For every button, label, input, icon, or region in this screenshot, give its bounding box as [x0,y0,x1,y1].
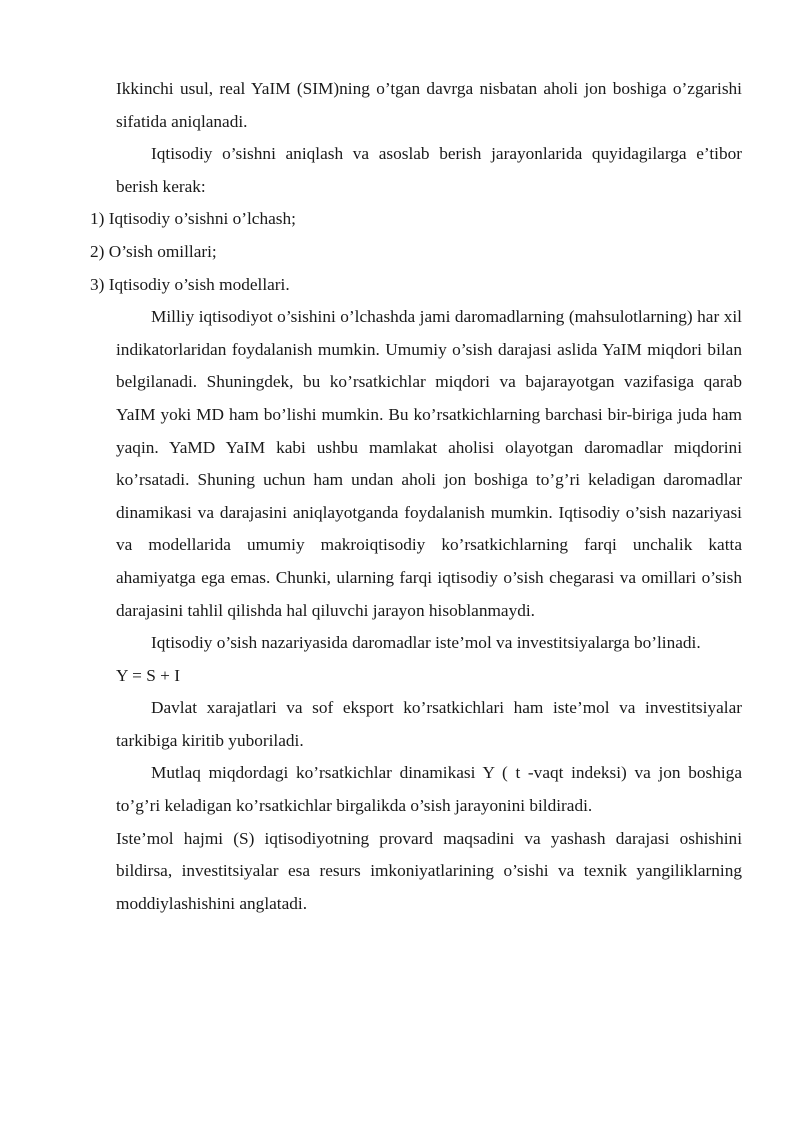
paragraph-income-split: Iqtisodiy o’sish nazariyasida daromadlar iste’mol va investitsiyalarga bo’linadi. [151,633,701,653]
paragraph-growth-attention: Iqtisodiy o’sishni aniqlash va asoslab berish jarayonlarida quyidagilarga e’tibor berish kerak: [116,144,742,196]
paragraph-consumption-volume: Iste’mol hajmi (S) iqtisodiyotning provard maqsadini va yashash darajasi oshishini bildirsa, investitsiyalar esa resurs imkoniyatlarining o’sishi va texnik yangiliklarning moddiylashishini anglatadi. [116,828,742,913]
paragraph-real-gdp-method: Ikkinchi usul, real YaIM (SIM)ning o’tgan davrga nisbatan aholi jon boshiga o’zgarishi sifatida aniqlanadi. [116,79,742,131]
formula-income: Y = S + I [116,665,180,685]
paragraph-national-economy-growth: Milliy iqtisodiyot o’sishini o’lchashda jami daromadlarning (mahsulotlarning) har xil indikatorlaridan foydalanish mumkin. Umumiy o’sish darajasi aslida YaIM miqdori bilan belgilanadi. Shuningdek, bu ko’rsatkichlar miqdori va bajarayotgan vazifasiga qarab YaIM yoki MD ham bo’lishi mumkin. Bu ko’rsatkichlarning barchasi bir-biriga juda ham yaqin. YaMD YaIM kabi ushbu mamlakat aholisi olayotgan daromadlar miqdorini ko’rsatadi. Shuning uchun ham undan aholi jon boshiga to’g’ri keladigan daromadlar dinamikasi va darajasini aniqlayotganda foydalanish mumkin. Iqtisodiy o’sish nazariyasi va modellarida umumiy makroiqtisodiy ko’rsatkichlarning farqi unchalik katta ahamiyatga ega emas. Chunki, ularning farqi iqtisodiy o’sish chegarasi va omillari o’sish darajasini tahlil qilishda hal qiluvchi jarayon hisoblanmaydi. [116,307,742,620]
paragraph-absolute-dynamics: Mutlaq miqdordagi ko’rsatkichlar dinamikasi Y ( t -vaqt indeksi) va jon boshiga to’g’ri keladigan ko’rsatkichlar birgalikda o’sish jarayonini bildiradi. [116,763,742,816]
list-item-growth-models: 3) Iqtisodiy o’sish modellari. [90,274,290,294]
paragraph-government-spending: Davlat xarajatlari va sof eksport ko’rsatkichlari ham iste’mol va investitsiyalar tarkibiga kiritib yuboriladi. [116,698,742,750]
document-page [0,73,800,920]
list-item-growth-factors: 2) O’sish omillari; [90,241,217,261]
list-item-measurement: 1) Iqtisodiy o’sishni o’lchash; [90,209,296,229]
